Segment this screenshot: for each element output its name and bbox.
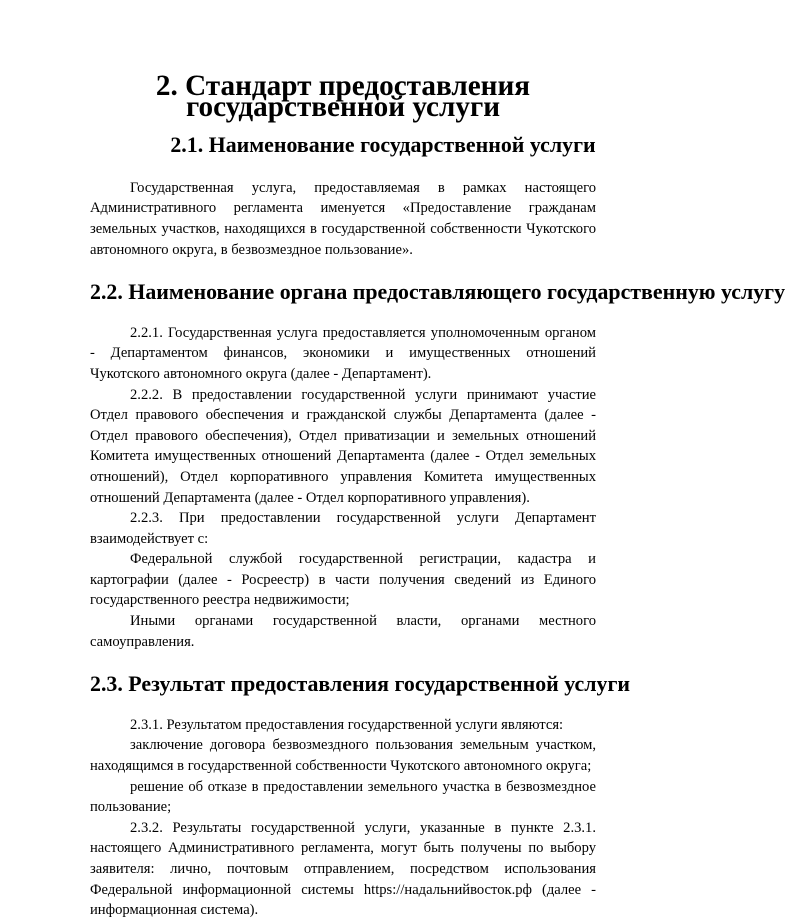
section-2-2-paragraph-4: Федеральной службой государственной регистрации, кадастра и картографии (далее - Росреестр) в части получения сведений из Единого государственного реестра недвижимости;: [90, 551, 596, 609]
section-2-2-paragraph-2: 2.2.2. В предоставлении государственной услуги принимают участие Отдел правового обеспечения и гражданской службы Департамента (далее - Отдел правового обеспечения), Отдел приватизации и земельных отношений Комитета имущественных отношений Департамента (далее - Отдел земельных отношений), Отдел корпоративного управления Комитета имущественных отношений Департамента (далее - Отдел корпоративного управления).: [90, 386, 596, 506]
section-2-2-paragraph-3: 2.2.3. При предоставлении государственной услуги Департамент взаимодействует с:: [90, 510, 596, 547]
section-2-1-paragraph-1: Государственная услуга, предоставляемая в рамках настоящего Административного регламента именуется «Предоставление гражданам земельных участков, находящихся в государственной собственности Чукотского автономного округа, в безвозмездное пользование».: [90, 179, 596, 258]
section-2-1-heading: 2.1. Наименование государственной услуги: [170, 132, 596, 158]
section-2-3-paragraph-4: 2.3.2. Результаты государственной услуги, указанные в пункте 2.3.1. настоящего Административного регламента, могут быть получены по выбору заявителя: лично, почтовым отправлением, посредством использования Федеральной информационной системы https://надальнийвосток.рф (далее - информационная система).: [90, 819, 596, 919]
section-2-3-paragraph-1: 2.3.1. Результатом предоставления государственной услуги являются:: [130, 716, 564, 733]
page-title: 2. Стандарт предоставления государственной услуги: [155, 70, 531, 123]
section-2-2-paragraph-5: Иными органами государственной власти, органами местного самоуправления.: [90, 613, 596, 650]
section-2-3-paragraph-2: заключение договора безвозмездного пользования земельным участком, находящимся в государственной собственности Чукотского автономного округа;: [90, 737, 596, 775]
section-2-3-paragraph-3: решение об отказе в предоставлении земельного участка в безвозмездное пользование;: [90, 778, 596, 816]
document-page: [90, 70, 785, 921]
section-2-2-paragraph-1: 2.2.1. Государственная услуга предоставляется уполномоченным органом - Департаментом финансов, экономики и имущественных отношений Чукотского автономного округа (далее - Департамент).: [90, 324, 596, 382]
section-2-2-heading: 2.2. Наименование органа предоставляющего государственную услугу: [90, 279, 785, 305]
section-2-3-heading: 2.3. Результат предоставления государственной услуги: [90, 671, 631, 697]
